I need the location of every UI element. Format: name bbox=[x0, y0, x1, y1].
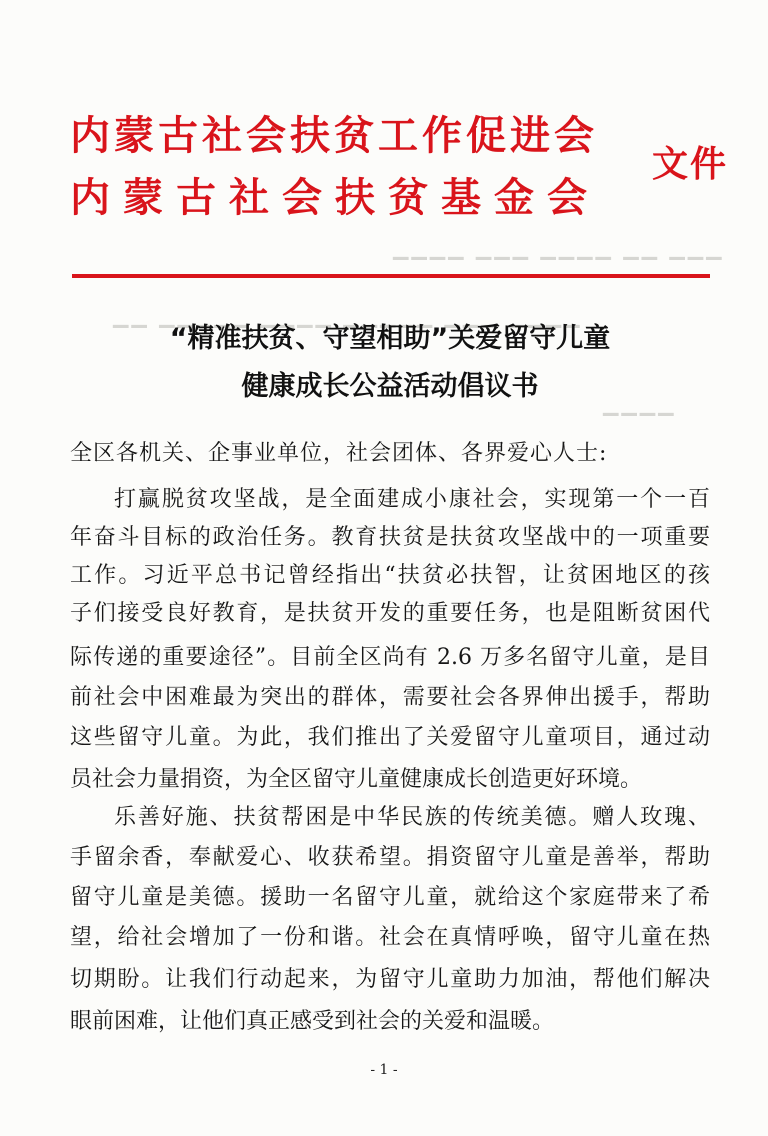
paragraph-line: 眼前困难，让他们真正感受到社会的关爱和温暖。 bbox=[70, 1009, 555, 1034]
paragraph-line: 工作。习近平总书记曾经指出“扶贫必扶智，让贫困地区的孩 bbox=[70, 563, 710, 588]
paragraph-line: 这些留守儿童。为此，我们推出了关爱留守儿童项目，通过动 bbox=[70, 725, 710, 750]
document-title-line-2: 健康成长公益活动倡议书 bbox=[241, 371, 539, 402]
reverse-side-show-through: ▁▁▁▁ bbox=[600, 392, 674, 416]
reverse-side-show-through: ▁▁▁▁ ▁▁▁ ▁▁▁▁▁ ▁▁▁▁ ▁▁▁▁▁ ▁▁ bbox=[110, 304, 580, 328]
paragraph-line: 子们接受良好教育，是扶贫开发的重要任务，也是阻断贫困代 bbox=[70, 601, 710, 626]
salutation: 全区各机关、企事业单位，社会团体、各界爱心人士: bbox=[70, 441, 608, 466]
paragraph-line: 乐善好施、扶贫帮困是中华民族的传统美德。赠人玫瑰、 bbox=[114, 805, 710, 830]
paragraph-line: 望，给社会增加了一份和谐。社会在真情呼唤，留守儿童在热 bbox=[70, 925, 710, 950]
issuing-organization-2: 内蒙古社会扶贫基金会 bbox=[70, 174, 600, 221]
document-title-line-1: “精准扶贫、守望相助”关爱留守儿童 bbox=[169, 323, 611, 354]
page-number: - 1 - bbox=[370, 1062, 398, 1078]
paragraph-line: 前社会中困难最为突出的群体，需要社会各界伸出援手，帮助 bbox=[70, 685, 710, 710]
paragraph-line: 手留余香，奉献爱心、收获希望。捐资留守儿童是善举，帮助 bbox=[70, 845, 710, 870]
reverse-side-show-through: ▁▁▁ ▁▁ ▁▁▁▁ ▁▁▁ ▁▁▁▁ bbox=[390, 236, 722, 260]
paragraph-line: 留守儿童是美德。援助一名留守儿童，就给这个家庭带来了希 bbox=[70, 885, 710, 910]
issuing-organization-1: 内蒙古社会扶贫工作促进会 bbox=[70, 112, 598, 159]
paragraph-line: 员社会力量捐资，为全区留守儿童健康成长创造更好环境。 bbox=[70, 767, 643, 792]
paragraph-line: 打赢脱贫攻坚战，是全面建成小康社会，实现第一个一百 bbox=[114, 487, 710, 512]
paragraph-line: 际传递的重要途径”。目前全区尚有 2.6 万多名留守儿童，是目 bbox=[70, 645, 710, 670]
red-header-divider bbox=[72, 274, 710, 278]
document-type-label: 文件 bbox=[652, 143, 729, 185]
paragraph-line: 切期盼。让我们行动起来，为留守儿童助力加油，帮他们解决 bbox=[70, 967, 710, 992]
paragraph-line: 年奋斗目标的政治任务。教育扶贫是扶贫攻坚战中的一项重要 bbox=[70, 525, 710, 550]
